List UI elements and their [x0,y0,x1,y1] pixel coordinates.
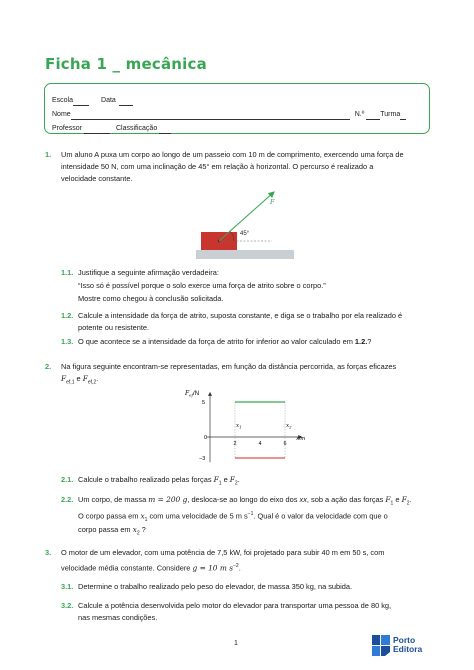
q3-l2b: . [238,563,241,573]
force-distance-chart [178,383,306,462]
q32-text: Calcule a potência desenvolvida pelo motor do elevador para transportar uma pessoa de [78,601,369,610]
question-1-number: 1. [45,150,52,159]
y-axis-arrow [208,392,212,396]
escola-field[interactable] [73,98,89,106]
question-3-2-line-2: nas mesmas condições. [78,613,158,622]
f2-symbol: F [229,475,235,484]
nome-label: Nome [52,111,71,118]
question-1-line-3: velocidade constante. [61,174,133,183]
question-3-line-2 [61,563,241,574]
mass-value: m = 200 g [148,495,188,504]
page-number: 1 [234,640,238,647]
q3-a: O motor de um elevador, com uma potência de [61,548,216,557]
y-axis-label: $F_{ef}/N$ [185,389,200,398]
x1-sub: 1 [144,516,148,523]
x1-symbol: x [140,511,145,521]
floor-surface [196,250,294,259]
question-1-line-2: intensidade 50 N, com uma inclinação de 45° em relação à horizontal. O percurso é realizado a [61,162,374,171]
q22-f2-sub: 2 [406,500,410,507]
person-mass: 80 kg [370,601,390,610]
point-label: $x_2$ [286,423,292,430]
q22-a: Um corpo, de massa [78,495,147,504]
question-2-line-1: Na figura seguinte encontram-se representadas, em função da distância percorrida, as forças eficazes [61,362,397,371]
question-1-3-end: ? [367,337,372,346]
x-tick-label: 4 [258,441,262,447]
y-tick-label: −3 [199,456,206,462]
porto-editora-logo-icon [372,635,390,656]
logo-line-2: Editora [393,644,423,654]
q22-f1-symbol: F [385,495,391,504]
force-label: F [270,198,275,206]
block-force-figure [190,190,300,262]
q3-l2a: velocidade média constante. Considere [61,563,191,573]
y-tick-label: 5 [202,400,206,406]
q32-end: , [389,601,392,610]
q22-b: , desloca-se ao longo do eixo dos [187,495,298,504]
q22-c: , sob a ação das forças [306,495,384,504]
question-2-2-line-1 [78,495,412,508]
f-end: . [96,374,99,383]
f1-subscript: 1 [218,480,222,487]
q3-b: , foi projetado para subir [239,548,320,557]
q22-f2-symbol: F [401,495,407,504]
question-2-1-body: Calcule o trabalho realizado pelas forças [78,475,212,484]
height-value: 40 m [321,548,338,557]
professor-label: Professor [52,125,82,132]
f-ef2-symbol: F [82,374,88,383]
data-label: Data [101,97,116,104]
q31-end: , na subida. [313,582,353,591]
question-1-1-line-1: Justifique a seguinte afirmação verdadeira: [78,268,219,277]
q22-d: . [409,495,412,504]
q22-conj: e [395,495,400,504]
velocity-exp: −1 [247,511,254,517]
question-1-3-body: O que acontece se a intensidade da força de atrito for inferior ao valor calculado em [78,337,353,346]
axis-xx: xx [299,495,307,504]
question-1-3-text [78,337,371,348]
data-field[interactable] [119,98,133,106]
q3-d: , com [366,548,385,557]
question-3-1-number: 3.1. [61,582,74,591]
question-1-3-ref: 1.2. [354,337,368,346]
question-2-1-number: 2.1. [61,475,74,484]
question-2-2-number: 2.2. [61,495,74,504]
question-1-1-line-3: Mostre como chegou à conclusão solicitada. [78,294,224,303]
question-3-2-number: 3.2. [61,601,74,610]
logo-line-1: Porto [393,635,416,645]
question-1-1-line-2: “Isso só é possível porque o solo exerce uma força de atrito sobre o corpo.” [78,281,326,290]
question-1-1-number: 1.1. [61,268,74,277]
q22-l2b: com uma velocidade de [149,511,228,521]
numero-field[interactable] [366,112,380,120]
question-3-line-1 [61,548,384,559]
velocity-value: 5 m s [229,511,248,521]
question-3-2-line-1 [78,601,391,612]
elevator-mass: 350 kg [291,582,314,591]
q21-conj: e [223,475,228,484]
student-info-box [44,83,430,134]
question-1-line-1: Um aluno A puxa um corpo ao longo de um passeio com 10 m de comprimento, exercendo uma força de [61,150,404,159]
gravity-exp: −2 [233,563,239,569]
x-tick-label: 6 [283,441,287,447]
f1-symbol: F [213,475,219,484]
question-1-3-number: 1.3. [61,337,74,346]
nome-field[interactable] [71,112,350,120]
classificacao-field[interactable] [159,126,171,134]
x-axis-label: x/m [296,436,306,442]
q22-l2a: O corpo passa em [78,511,139,521]
x2-sub: 2 [136,530,140,537]
question-3-number: 3. [45,548,52,557]
f-conj: e [76,374,81,383]
logo-text [393,636,422,654]
q22-l3a: corpo passa em [78,525,131,534]
question-2-line-2 [61,374,98,387]
gravity-value: g = 10 m s [192,563,234,573]
x-tick-label: 2 [233,441,237,447]
turma-label: Turma [380,111,401,118]
f-ef1-symbol: F [61,374,67,383]
numero-label: N.º [354,111,365,118]
time-value: 50 s [352,548,367,557]
question-1-2-line-2: potente ou resistente. [78,323,150,332]
info-row-3 [52,124,171,134]
question-2-number: 2. [45,362,52,371]
q22-f1-sub: 1 [390,500,394,507]
question-1-2-number: 1.2. [61,311,74,320]
q31-text: Determine o trabalho realizado pelo peso do elevador, de massa [78,582,290,591]
question-2-2-line-3 [78,525,146,538]
point-label: $x_1$ [236,423,242,430]
turma-field[interactable] [400,112,406,120]
question-2-1-text [78,475,240,488]
power-value: 7,5 kW [217,548,240,557]
page-title: Ficha 1 _ mecânica [45,55,207,73]
escola-label: Escola [52,97,74,104]
origin-label: 0 [204,435,208,441]
q21-end: . [237,475,240,484]
info-row-1 [52,96,133,106]
q3-c: em [339,548,351,557]
porto-editora-logo [372,635,437,657]
angle-label: 45° [240,231,250,237]
classificacao-label: Classificação [115,125,158,132]
q22-l3b: ? [141,525,146,534]
f2-subscript: 2 [234,480,238,487]
question-2-2-line-2 [78,511,388,524]
question-3-1-text [78,582,352,593]
question-1-2-line-1: Calcule a intensidade da força de atrito, suposta constante, e diga se o trabalho por ela realizado é [78,311,403,320]
f-ef2-subscript: ef,2 [87,379,97,386]
f-ef1-subscript: ef,1 [66,379,75,386]
x2-symbol: x [132,525,137,534]
professor-field[interactable] [84,126,110,134]
q22-l2c: . Qual é o valor da velocidade com que o [253,511,388,521]
info-row-2 [52,110,406,120]
